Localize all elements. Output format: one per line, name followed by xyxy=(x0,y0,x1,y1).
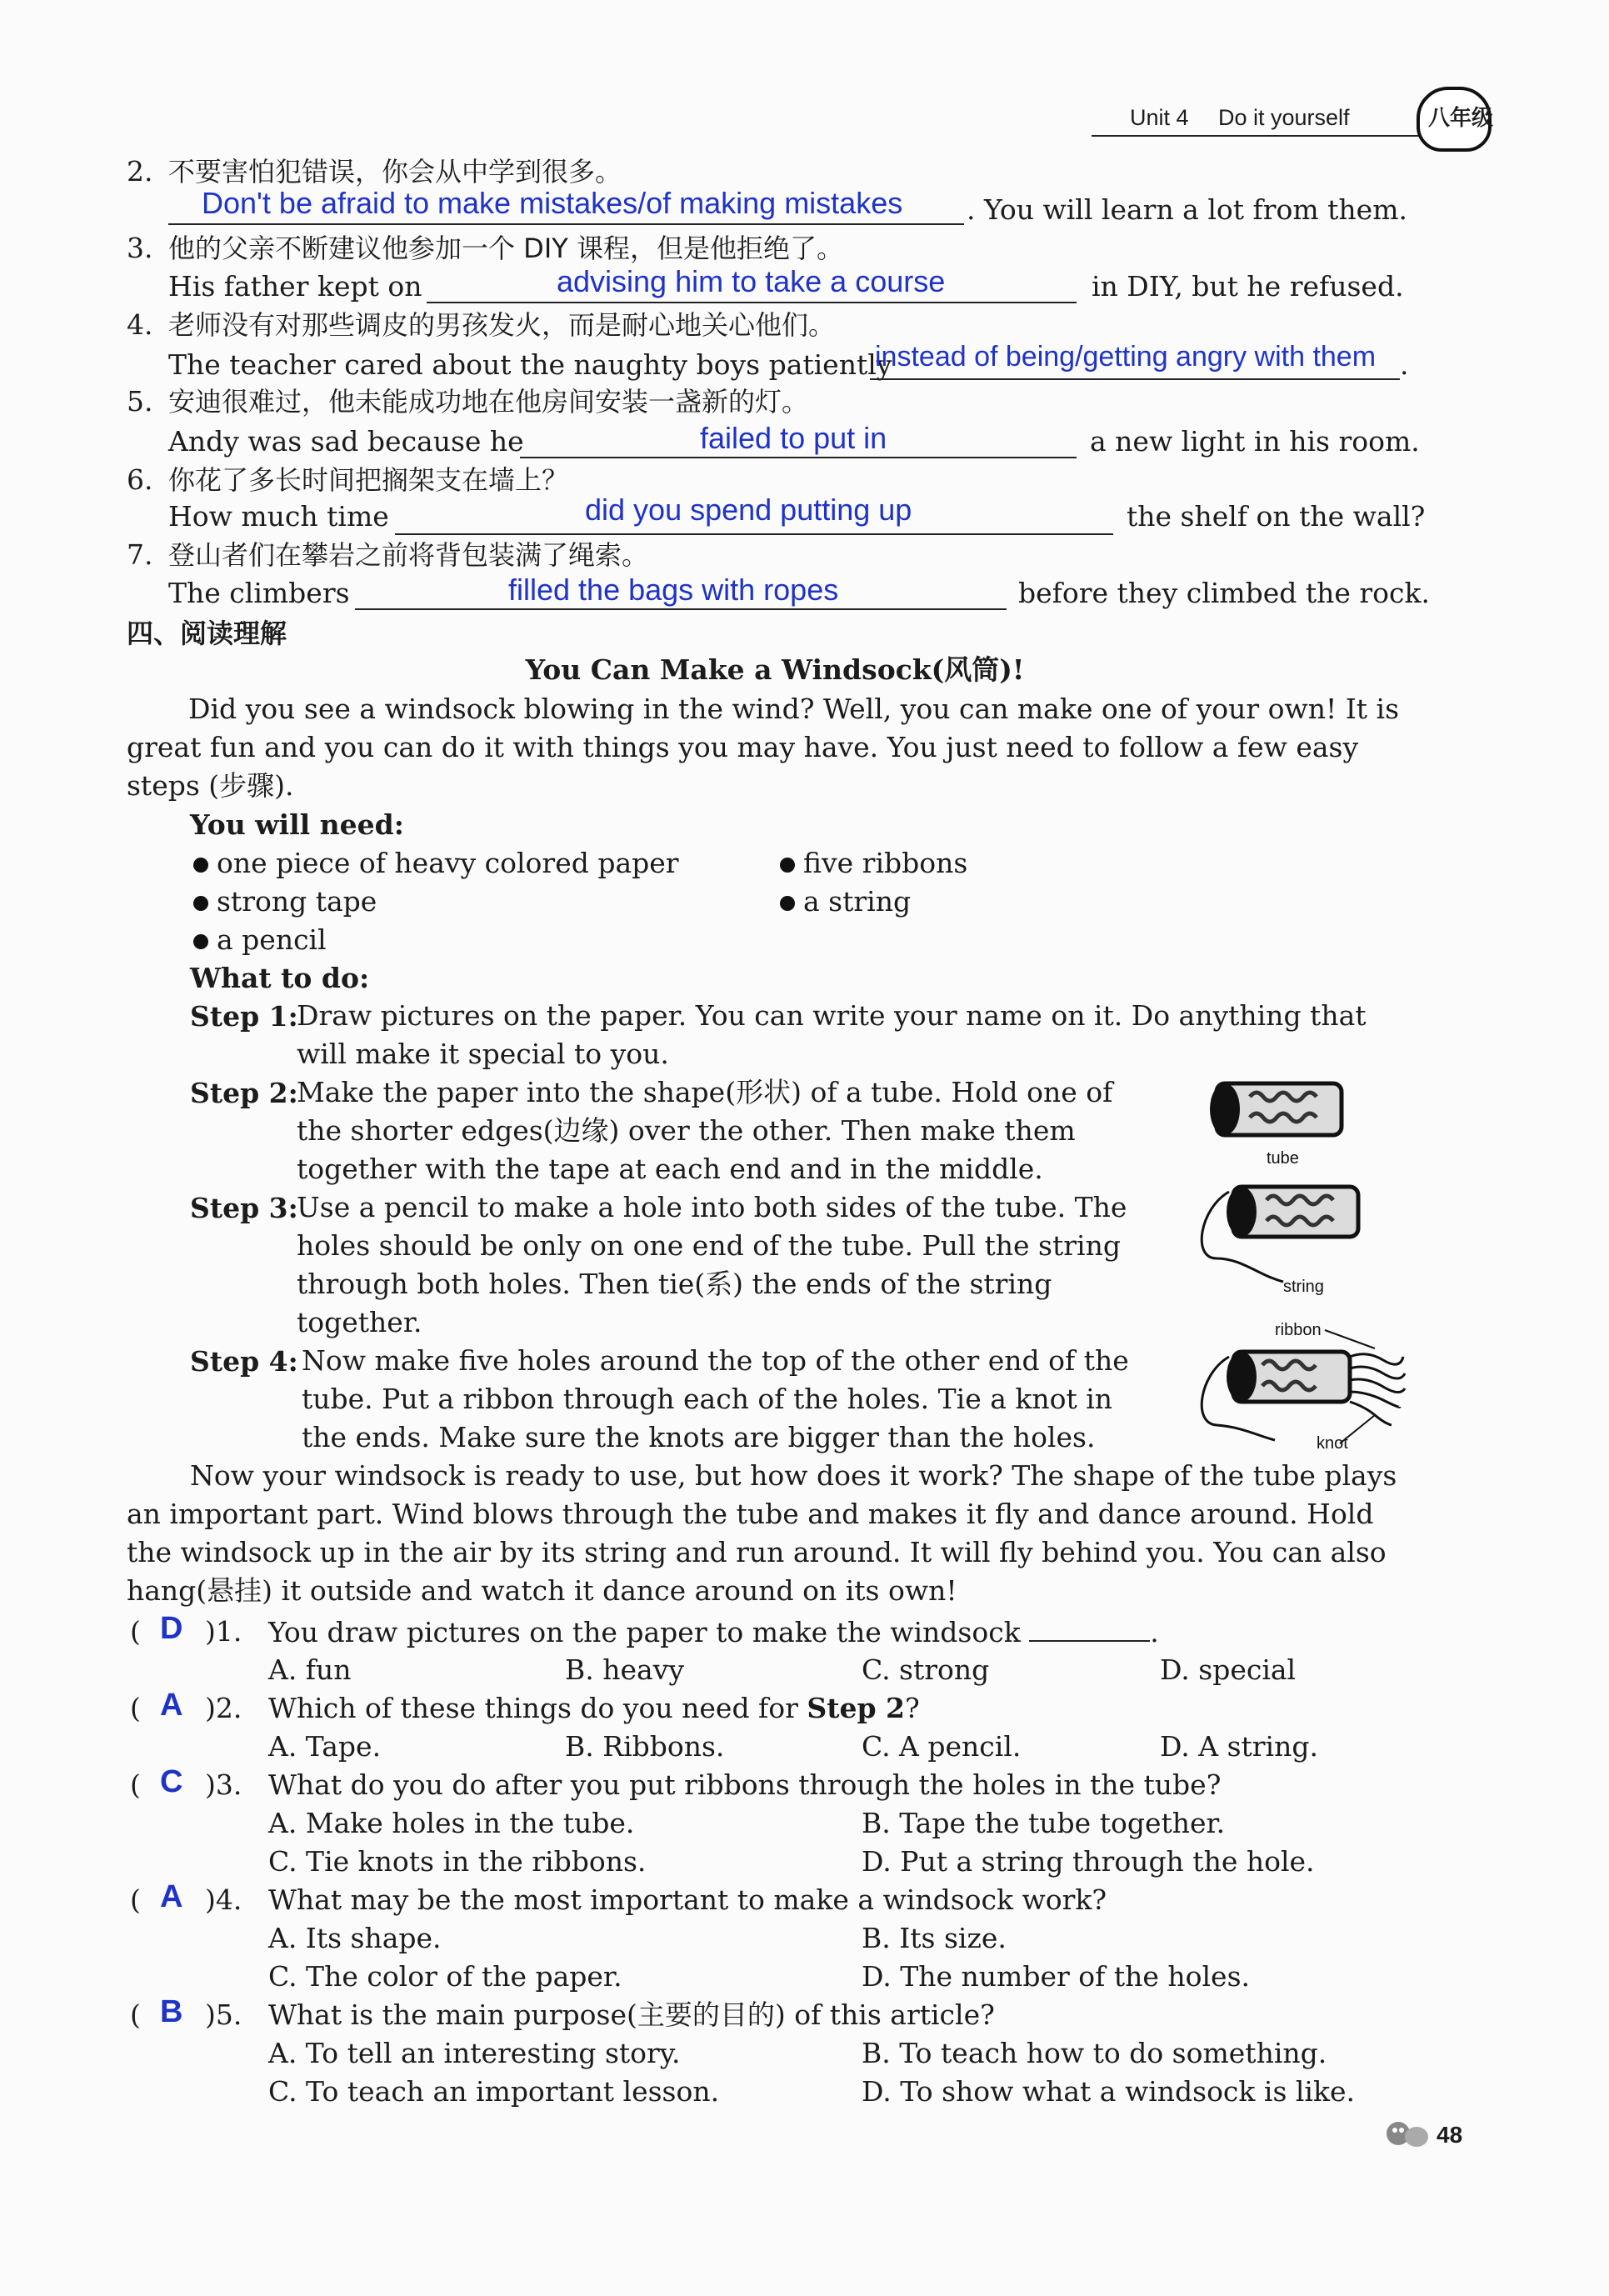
page-number: 48 xyxy=(1437,2122,1463,2148)
option: B. To teach how to do something. xyxy=(862,2037,1327,2069)
answer-line xyxy=(520,457,1077,458)
list-item: five ribbons xyxy=(780,847,967,880)
option: A. Make holes in the tube. xyxy=(268,1807,635,1839)
item-number: 5. xyxy=(127,385,153,418)
option: D. Put a string through the hole. xyxy=(862,1845,1315,1878)
paren-open: ( xyxy=(130,1883,141,1916)
step-text: Use a pencil to make a hole into both sides of the tube. The holes should be only on one end of the tube. Pull the string through both holes. Then tie(系) the ends of the string together. xyxy=(297,1191,1127,1338)
blank-line xyxy=(1029,1615,1150,1642)
grade-badge xyxy=(1417,87,1492,152)
tube-illustration xyxy=(1200,1072,1392,1172)
option: A. fun xyxy=(268,1653,352,1686)
question-number: )5. xyxy=(205,1998,242,2031)
item-number: 2. xyxy=(127,155,153,188)
tube-with-string-illustration xyxy=(1192,1175,1408,1308)
option: C. strong xyxy=(862,1653,990,1686)
bullet-icon xyxy=(193,934,208,949)
option: B. Tape the tube together. xyxy=(862,1807,1226,1839)
answer-line xyxy=(395,533,1113,535)
answer-line xyxy=(427,302,1077,303)
sentence-head: The teacher cared about the naughty boys patiently xyxy=(168,348,892,381)
chinese-sentence: 不要害怕犯错误，你会从中学到很多。 xyxy=(168,156,622,188)
question-number: )4. xyxy=(205,1883,242,1916)
bullet-icon xyxy=(780,896,795,911)
steps-heading: What to do: xyxy=(190,962,370,994)
option: D. special xyxy=(1160,1653,1297,1686)
article-title: You Can Make a Windsock(风筒)! xyxy=(525,653,1025,686)
sentence-tail: before they climbed the rock. xyxy=(1018,577,1431,609)
figure-label-knot: knot xyxy=(1317,1434,1348,1453)
option: A. Tape. xyxy=(268,1730,382,1763)
answer-letter: D xyxy=(160,1611,183,1646)
sentence-head: His father kept on xyxy=(168,270,422,303)
figure-label-ribbon: ribbon xyxy=(1275,1321,1322,1339)
option: D. The number of the holes. xyxy=(862,1960,1250,1993)
question-text: Which of these things do you need for Step 2? xyxy=(268,1692,920,1724)
figure-label-tube: tube xyxy=(1267,1149,1299,1168)
answer-line xyxy=(355,608,1007,610)
question-number: )1. xyxy=(205,1615,242,1648)
chinese-sentence: 安迪很难过，他未能成功地在他房间安装一盏新的灯。 xyxy=(168,386,809,418)
sentence-tail: a new light in his room. xyxy=(1090,425,1420,458)
option: A. Its shape. xyxy=(268,1922,442,1954)
option: B. Its size. xyxy=(862,1922,1007,1954)
option: A. To tell an interesting story. xyxy=(268,2037,681,2069)
chinese-sentence: 他的父亲不断建议他参加一个 DIY 课程，但是他拒绝了。 xyxy=(168,233,843,264)
list-item: one piece of heavy colored paper xyxy=(193,847,679,880)
figure-label-string: string xyxy=(1283,1278,1324,1296)
item-number: 4. xyxy=(127,308,153,341)
question-number: )3. xyxy=(205,1768,242,1801)
materials-heading: You will need: xyxy=(190,808,404,841)
question-text: You draw pictures on the paper to make the windsock . xyxy=(268,1616,1159,1648)
answer-text: Don't be afraid to make mistakes/of making mistakes xyxy=(202,186,903,220)
sentence-tail: in DIY, but he refused. xyxy=(1092,270,1404,303)
step-text: Make the paper into the shape(形状) of a tube. Hold one of the shorter edges(边缘) over the other. Then make them together with the tape at each end and in the middle. xyxy=(297,1076,1113,1185)
sentence-head: How much time xyxy=(168,500,389,533)
answer-line xyxy=(870,378,1400,380)
windsock-illustration xyxy=(1183,1315,1417,1457)
step-text: Draw pictures on the paper. You can write your name on it. Do anything that will make it special to you. xyxy=(297,999,1367,1070)
paren-open: ( xyxy=(130,1692,141,1724)
item-number: 6. xyxy=(127,463,153,496)
sentence-head: The climbers xyxy=(168,577,350,609)
list-item: a string xyxy=(780,885,911,918)
option: B. Ribbons. xyxy=(565,1730,725,1763)
step-label: Step 1: xyxy=(190,1000,298,1033)
section-heading: 四、阅读理解 xyxy=(127,618,287,649)
chinese-sentence: 登山者们在攀岩之前将背包装满了绳索。 xyxy=(168,539,649,571)
item-number: 3. xyxy=(127,232,153,264)
answer-text: filled the bags with ropes xyxy=(508,573,839,607)
paren-open: ( xyxy=(130,1615,141,1648)
answer-line xyxy=(168,223,964,225)
list-item: strong tape xyxy=(193,885,377,918)
article-intro: Did you see a windsock blowing in the wind? Well, you can make one of your own! It is great fun and you can do it with things you may have. You just need to follow a few easy steps (步骤). xyxy=(127,693,1399,802)
question-text: What may be the most important to make a windsock work? xyxy=(268,1883,1107,1916)
option: D. A string. xyxy=(1160,1730,1318,1763)
unit-label: Unit 4 xyxy=(1130,105,1189,130)
answer-letter: C xyxy=(160,1764,183,1799)
list-item: a pencil xyxy=(193,923,327,957)
option: B. heavy xyxy=(565,1653,684,1686)
chinese-sentence: 老师没有对那些调皮的男孩发火，而是耐心地关心他们。 xyxy=(168,309,836,341)
unit-title: Do it yourself xyxy=(1218,105,1350,130)
option: C. A pencil. xyxy=(862,1730,1022,1763)
article-closing: Now your windsock is ready to use, but how does it work? The shape of the tube plays an important part. Wind blows through the tube and makes it fly and dance around. Hold the windsock up in the air by its string and run around. It will fly behind you. You can also hang(悬挂) it outside and watch it dance around on its own! xyxy=(127,1459,1397,1607)
bullet-icon xyxy=(780,858,795,873)
step-label: Step 2: xyxy=(190,1077,298,1109)
answer-text: failed to put in xyxy=(700,421,887,455)
grade-badge-text: 八年级 xyxy=(1428,106,1494,131)
answer-text: advising him to take a course xyxy=(557,264,946,298)
paren-open: ( xyxy=(130,1998,141,2031)
bullet-icon xyxy=(193,858,208,873)
question-text: What do you do after you put ribbons through the holes in the tube? xyxy=(268,1768,1222,1801)
mascot-icon xyxy=(1383,2117,1433,2150)
chinese-sentence: 你花了多长时间把搁架支在墙上？ xyxy=(168,464,569,496)
bullet-icon xyxy=(193,896,208,911)
option: D. To show what a windsock is like. xyxy=(862,2075,1356,2108)
step-label: Step 3: xyxy=(190,1192,298,1224)
header-rule xyxy=(1092,135,1425,137)
paren-open: ( xyxy=(130,1768,141,1801)
answer-letter: A xyxy=(160,1688,183,1723)
answer-letter: B xyxy=(160,1994,183,2029)
answer-letter: A xyxy=(160,1879,183,1914)
question-number: )2. xyxy=(205,1692,242,1724)
item-number: 7. xyxy=(127,538,153,571)
step-text: Now make five holes around the top of the other end of the tube. Put a ribbon through each of the holes. Tie a knot in the ends. Make sure the knots are bigger than the holes. xyxy=(302,1344,1129,1453)
sentence-tail: . You will learn a lot from them. xyxy=(967,193,1407,226)
sentence-head: Andy was sad because he xyxy=(168,425,524,458)
answer-text: instead of being/getting angry with them xyxy=(875,341,1377,373)
option: C. The color of the paper. xyxy=(268,1960,622,1993)
question-text: What is the main purpose(主要的目的) of this article? xyxy=(268,1998,995,2031)
sentence-tail: the shelf on the wall? xyxy=(1127,500,1426,533)
step-label: Step 4: xyxy=(190,1345,298,1378)
sentence-tail: . xyxy=(1400,348,1409,381)
answer-text: did you spend putting up xyxy=(585,493,912,527)
option: C. Tie knots in the ribbons. xyxy=(268,1845,647,1878)
option: C. To teach an important lesson. xyxy=(268,2075,720,2108)
